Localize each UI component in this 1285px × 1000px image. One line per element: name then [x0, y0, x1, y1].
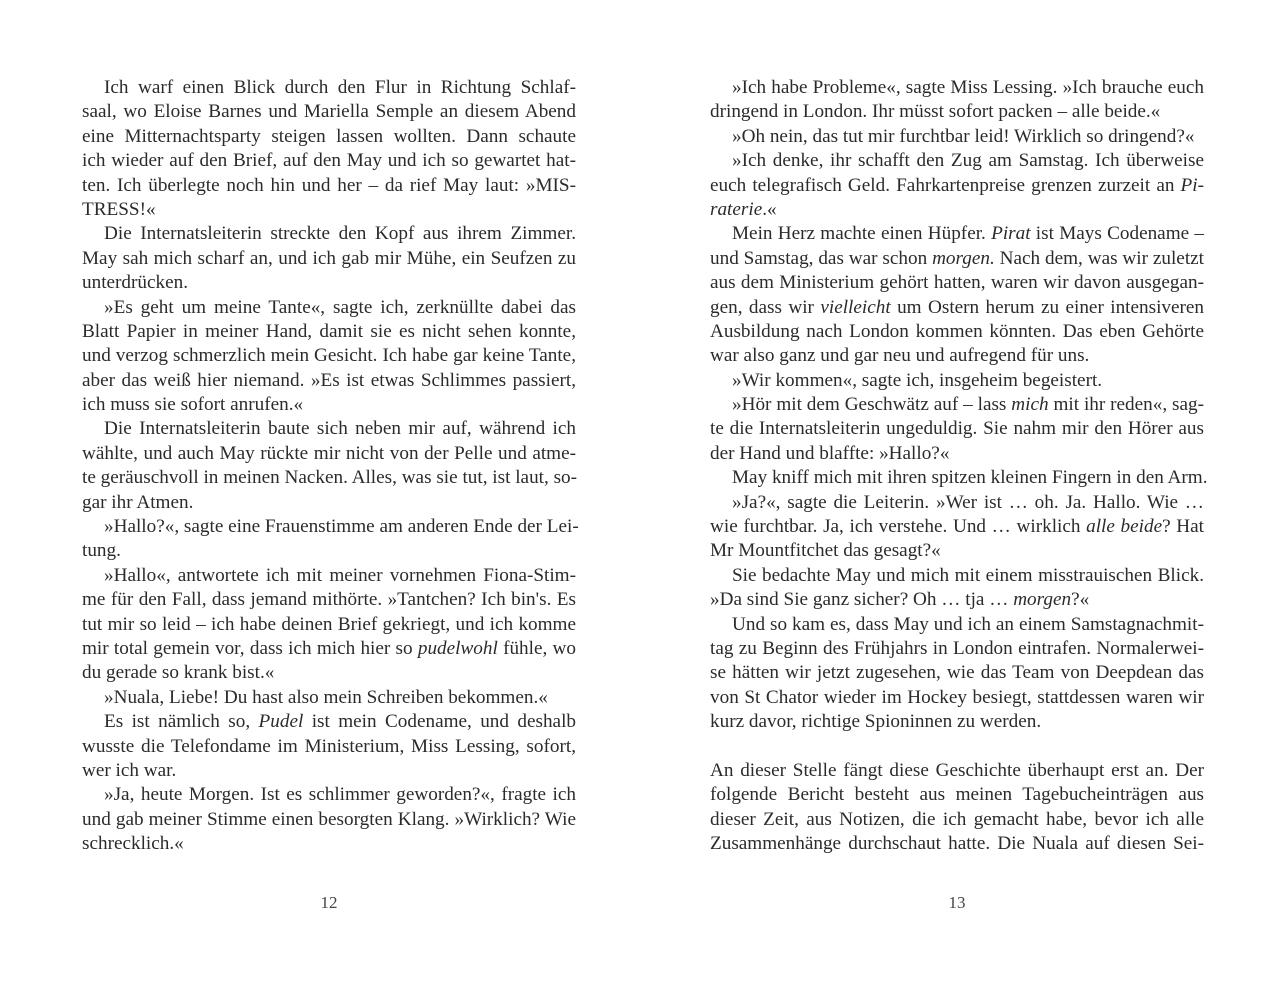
text-line: »Ich denke, ihr schafft den Zug am Samstag. Ich überweise — [732, 150, 1204, 172]
text-line — [710, 247, 1204, 271]
text-run: euch telegrafisch Geld. Fahrkartenpreise grenzen zurzeit an — [710, 174, 1181, 196]
text-line: saal, wo Eloise Barnes und Mariella Semple an diesem Abend — [82, 101, 576, 123]
text-line: »Es geht um meine Tante«, sagte ich, zerknüllte dabei das — [104, 296, 576, 318]
text-line: und verzog schmerzlich mein Gesicht. Ich habe gar keine Tante, — [82, 345, 576, 367]
text-line: ich muss sie sofort anrufen.« — [82, 394, 304, 416]
text-line — [82, 710, 576, 734]
italic-text-run: mich — [1011, 394, 1049, 416]
text-line: TRESS!« — [82, 198, 156, 220]
text-line: »Ja, heute Morgen. Ist es schlimmer geworden?«, fragte ich — [104, 784, 576, 806]
text-line: tung. — [82, 540, 121, 562]
text-line: »Hallo?«, sagte eine Frauenstimme am anderen Ende der Lei- — [104, 516, 579, 538]
text-run: ist Mays Codename – — [1030, 223, 1204, 245]
text-run: gen, dass wir — [710, 296, 821, 318]
text-line: tag zu Beginn des Frühjahrs in London eintrafen. Normalerwei- — [710, 637, 1204, 659]
italic-text-run: morgen. — [932, 247, 995, 269]
text-line: Mr Mountfitchet das gesagt?« — [710, 540, 941, 562]
text-line — [710, 588, 1204, 612]
italic-text-run: Pudel — [258, 711, 304, 733]
text-line: Ich warf einen Blick durch den Flur in Richtung Schlaf- — [104, 77, 576, 98]
text-line: May kniff mich mit ihren spitzen kleinen Fingern in den Arm. — [732, 467, 1208, 489]
text-run: Es ist nämlich so, — [104, 711, 259, 733]
text-line: te die Internatsleiterin ungeduldig. Sie nahm mir den Hörer aus — [710, 418, 1204, 440]
italic-text-run: alle beide — [1086, 516, 1163, 538]
text-line: »Ich habe Probleme«, sagte Miss Lessing. »Ich brauche euch — [732, 77, 1204, 98]
italic-text-run: pudelwohl — [417, 637, 498, 659]
text-line: An dieser Stelle fängt diese Geschichte überhaupt erst an. Der — [710, 759, 1204, 781]
right-page-text — [710, 76, 1208, 857]
text-line: te geräuschvoll in meinen Nacken. Alles, was sie tut, ist laut, so- — [82, 467, 578, 489]
text-line: und gab meiner Stimme einen besorgten Klang. »Wirklich? Wie — [82, 808, 576, 830]
text-line: war also ganz und gar neu und aufregend für uns. — [710, 345, 1090, 367]
text-run: wie furchtbar. Ja, ich verstehe. Und … wirklich — [710, 516, 1087, 538]
text-line: Und so kam es, dass May und ich an einem Samstagnachmit- — [732, 613, 1204, 635]
text-line: May sah mich scharf an, und ich gab mir Mühe, ein Seufzen zu — [82, 247, 576, 269]
right-page — [710, 0, 1208, 1000]
text-line: ich wieder auf den Brief, auf den May und ich so gewartet hat- — [82, 150, 576, 172]
text-line: »Wir kommen«, sagte ich, insgeheim begeistert. — [732, 369, 1103, 391]
text-line — [710, 296, 1204, 320]
text-line: dieser Zeit, aus Notizen, die ich gemacht habe, bevor ich alle — [710, 808, 1204, 830]
text-line — [710, 174, 1204, 198]
text-line: Sie bedachte May und mich mit einem misstrauischen Blick. — [732, 564, 1204, 586]
left-page — [82, 0, 579, 1000]
text-run: ? Hat — [1162, 516, 1204, 538]
text-line: wusste die Telefondame im Ministerium, Miss Lessing, sofort, — [82, 735, 576, 757]
text-line: wer ich war. — [82, 759, 177, 781]
text-run: fühle, wo — [497, 637, 576, 659]
italic-text-run: raterie — [710, 198, 763, 220]
text-run: »Da sind Sie ganz sicher? Oh … tja … — [710, 589, 1014, 611]
text-line: me für den Fall, dass jemand mithörte. »Tantchen? Ich bin's. Es — [82, 589, 576, 611]
text-run: und Samstag, das war schon — [710, 247, 933, 269]
text-line: Die Internatsleiterin streckte den Kopf aus ihrem Zimmer. — [104, 223, 576, 245]
text-run: Mein Herz machte einen Hüpfer. — [732, 223, 992, 245]
page-number: 13 — [948, 893, 966, 912]
text-line: gar ihr Atmen. — [82, 491, 194, 513]
text-line: Zusammenhänge durchschaut hatte. Die Nuala auf diesen Sei- — [710, 833, 1204, 855]
text-line: tut mir so leid – ich habe deinen Brief gekriegt, und ich komme — [82, 613, 576, 635]
text-run: mit ihr reden«, sag- — [1048, 394, 1204, 416]
text-line: »Ja?«, sagte die Leiterin. »Wer ist … oh. Ja. Hallo. Wie … — [732, 491, 1204, 513]
text-line — [710, 222, 1204, 246]
text-line — [710, 198, 1204, 222]
text-line: kurz davor, richtige Spioninnen zu werden. — [710, 711, 1042, 733]
left-page-text — [82, 76, 579, 857]
text-line: du gerade so krank bist.« — [82, 662, 275, 684]
text-line: wählte, und auch May rückte mir nicht von der Pelle und atme- — [82, 442, 576, 464]
text-line: eine Mitternachtsparty steigen lassen wollten. Dann schaute — [82, 125, 576, 147]
text-run: mir total gemein vor, dass ich mich hier so — [82, 637, 418, 659]
italic-text-run: morgen — [1013, 589, 1072, 611]
text-line: »Hallo«, antwortete ich mit meiner vornehmen Fiona-Stim- — [104, 564, 576, 586]
text-run: um Ostern herum zu einer intensiveren — [890, 296, 1205, 318]
text-line: aber das weiß hier niemand. »Es ist etwas Schlimmes passiert, — [82, 369, 576, 391]
page-number: 12 — [320, 893, 338, 912]
text-line: se hätten wir jetzt zugesehen, wie das Team von Deepdean das — [710, 662, 1204, 684]
text-line: Ausbildung nach London kommen könnten. Das eben Gehörte — [710, 320, 1204, 342]
text-line: Die Internatsleiterin baute sich neben mir auf, während ich — [104, 418, 576, 440]
italic-text-run: Pirat — [991, 223, 1031, 245]
text-line: Blatt Papier in meiner Hand, damit sie es nicht sehen konnte, — [82, 320, 576, 342]
text-line — [82, 637, 576, 661]
text-run: »Hör mit dem Geschwätz auf – lass — [732, 394, 1012, 416]
italic-text-run: Pi- — [1180, 174, 1204, 196]
text-line: folgende Bericht besteht aus meinen Tagebucheinträgen aus — [710, 784, 1204, 806]
text-line: aus dem Ministerium gehört hatten, waren wir davon ausgegan- — [710, 272, 1204, 294]
text-line: der Hand und blaffte: »Hallo?« — [710, 442, 950, 464]
text-line: dringend in London. Ihr müsst sofort packen – alle beide.« — [710, 101, 1161, 123]
text-line: ten. Ich überlegte noch hin und her – da rief May laut: »MIS- — [82, 174, 576, 196]
text-line: unterdrücken. — [82, 272, 189, 294]
italic-text-run: vielleicht — [820, 296, 891, 318]
text-line: schrecklich.« — [82, 833, 184, 855]
text-run: ?« — [1071, 589, 1090, 611]
text-run: ist mein Codename, und deshalb — [303, 711, 576, 733]
text-run: .« — [762, 198, 777, 220]
text-run: Nach dem, was wir zuletzt — [994, 247, 1204, 269]
text-line — [710, 515, 1204, 539]
text-line — [710, 735, 1204, 759]
text-line: »Oh nein, das tut mir furchtbar leid! Wirklich so dringend?« — [732, 125, 1195, 147]
text-line: von St Chator wieder im Hockey besiegt, stattdessen waren wir — [710, 686, 1204, 708]
text-line: »Nuala, Liebe! Du hast also mein Schreiben bekommen.« — [104, 686, 548, 708]
text-line — [710, 393, 1204, 417]
